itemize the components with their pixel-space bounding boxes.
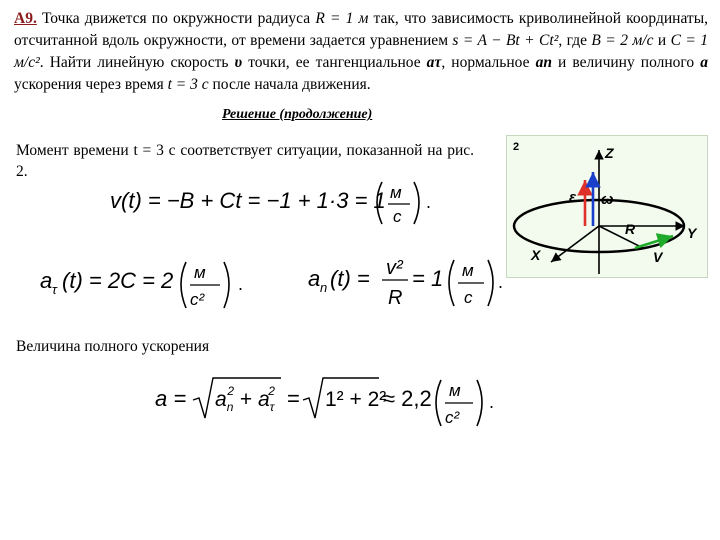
problem-text-3: , где bbox=[558, 32, 592, 49]
y-label: Y bbox=[687, 225, 697, 241]
figure-svg bbox=[507, 136, 707, 277]
at-paren-left bbox=[181, 262, 186, 308]
r-label: R bbox=[625, 221, 636, 237]
problem-text-1: Точка движется по окружности радиуса bbox=[36, 10, 316, 27]
problem-text-8: и величину полного bbox=[551, 54, 701, 71]
radius-line bbox=[599, 226, 643, 248]
an-frac-num: v² bbox=[386, 257, 403, 279]
solution-heading: Решение (продолжение) bbox=[222, 107, 373, 122]
a-mid: = bbox=[287, 386, 300, 411]
v-label: V bbox=[653, 249, 663, 265]
v-symbol: υ bbox=[234, 54, 243, 71]
omega-label: ω bbox=[601, 191, 614, 208]
t-eq: t = 3 с bbox=[167, 76, 209, 93]
velocity-formula bbox=[110, 170, 440, 234]
normal-accel-formula bbox=[308, 248, 508, 320]
problem-text-2: так, что зависимость криволинейной координаты, отсчитанной вдоль окружности, от времени задается уравнением bbox=[14, 10, 708, 49]
a-lhs: a = bbox=[155, 386, 187, 411]
problem-text-4: и bbox=[653, 32, 671, 49]
problem-statement bbox=[14, 8, 708, 96]
problem-text-7: , нормальное bbox=[441, 54, 536, 71]
solution-paragraph: Момент времени t = 3 с соответствует ситуации, показанной на рис. 2. bbox=[16, 142, 474, 180]
at-lhs: a bbox=[40, 268, 53, 293]
a-dot: . bbox=[489, 392, 495, 412]
v-formula-lhs: v(t) = −B + Ct = −1 + 1·3 = 1 bbox=[110, 188, 386, 213]
full-accel-label: Величина полного ускорения bbox=[16, 338, 210, 355]
an-sub: n bbox=[320, 280, 328, 295]
a-paren-right bbox=[477, 380, 482, 426]
figure-2 bbox=[506, 135, 708, 278]
problem-text-9: ускорения через время bbox=[14, 76, 168, 93]
a-approx: ≈ 2,2 bbox=[383, 386, 432, 411]
at-rest: (t) = 2C = 2 bbox=[62, 268, 174, 293]
a-unit-den: с² bbox=[445, 408, 460, 427]
b-eq: B = 2 м/с bbox=[591, 32, 654, 49]
at-unit-num: м bbox=[194, 263, 206, 282]
radius-eq: R = 1 м bbox=[315, 10, 369, 27]
a-root2: 1² + 2² bbox=[325, 388, 387, 411]
z-label: Z bbox=[605, 145, 614, 161]
at-symbol: aτ bbox=[426, 54, 442, 71]
problem-label: А9. bbox=[14, 10, 37, 27]
an-lhs: a bbox=[308, 266, 321, 291]
c-eq: C = 1 м/с² bbox=[14, 32, 708, 71]
problem-text-10: после начала движения. bbox=[208, 76, 371, 93]
an-unit-den: с bbox=[464, 288, 473, 307]
v-dot: . bbox=[426, 192, 432, 212]
x-axis bbox=[551, 226, 599, 262]
a-n-term: $a_n2 + a_\tau 2$ bbox=[215, 384, 275, 414]
v-unit-num: м bbox=[390, 183, 402, 202]
a-symbol: a bbox=[700, 54, 708, 71]
a-paren-left bbox=[436, 380, 441, 426]
v-unit-den: с bbox=[393, 207, 402, 226]
an-symbol: an bbox=[535, 54, 552, 71]
at-unit-den: с² bbox=[190, 290, 205, 309]
v-paren-right bbox=[414, 182, 419, 224]
at-dot: . bbox=[238, 274, 244, 294]
tangential-accel-formula bbox=[40, 252, 250, 316]
an-rest: (t) = bbox=[330, 266, 370, 291]
at-paren-right bbox=[224, 262, 229, 308]
an-eq: = 1 bbox=[412, 266, 444, 291]
an-unit-num: м bbox=[462, 261, 474, 280]
eps-label: ε bbox=[569, 189, 577, 206]
an-frac-den: R bbox=[388, 287, 403, 309]
problem-text-5: . Найти линейную скорость bbox=[39, 54, 235, 71]
an-paren-right bbox=[488, 260, 493, 306]
at-sub: τ bbox=[52, 282, 57, 297]
an-dot: . bbox=[498, 272, 504, 292]
s-eq: s = A − Bt + Ct² bbox=[452, 32, 559, 49]
full-accel-formula bbox=[155, 370, 500, 434]
problem-text-6: точки, ее тангенциальное bbox=[242, 54, 427, 71]
figure-number: 2 bbox=[513, 141, 520, 153]
a-unit-num: м bbox=[449, 381, 461, 400]
x-label: X bbox=[531, 247, 541, 263]
an-paren-left bbox=[449, 260, 454, 306]
